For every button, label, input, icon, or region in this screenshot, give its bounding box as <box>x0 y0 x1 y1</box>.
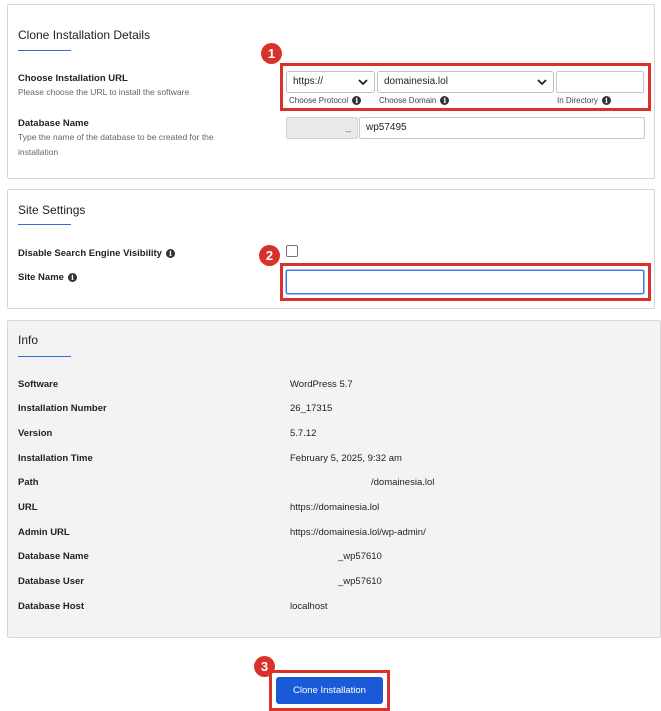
info-value-software: WordPress 5.7 <box>290 379 353 390</box>
info-value-path: /domainesia.lol <box>371 477 435 488</box>
step-badge-1: 1 <box>261 43 282 64</box>
info-label-database-user: Database User <box>18 576 85 587</box>
database-prefix: _ <box>286 117 358 139</box>
highlight-url-box <box>280 63 651 111</box>
info-label-version: Version <box>18 428 53 439</box>
step-badge-2: 2 <box>259 245 280 266</box>
info-icon: i <box>68 273 77 282</box>
info-value-url: https://domainesia.lol <box>290 502 380 513</box>
info-label-installation-time: Installation Time <box>18 453 93 464</box>
site-name-label: Site Name i <box>18 272 77 283</box>
info-value-installation-time: February 5, 2025, 9:32 am <box>290 453 402 464</box>
info-value-database-name: _wp57610 <box>338 551 382 562</box>
title-underline <box>18 224 71 225</box>
info-value-installation-number: 26_17315 <box>290 403 333 414</box>
panel-title: Info <box>18 333 39 347</box>
highlight-site-name-box <box>280 263 651 301</box>
domain-select[interactable]: domainesia.lol <box>377 71 554 93</box>
directory-hint: In Directory i <box>557 96 611 105</box>
info-panel <box>7 320 661 638</box>
protocol-select[interactable]: https:// <box>286 71 375 93</box>
info-label-software: Software <box>18 379 59 390</box>
database-name-help: Type the name of the database to be created for the installation <box>18 132 214 157</box>
info-icon: i <box>602 96 611 105</box>
info-label-database-host: Database Host <box>18 601 84 612</box>
search-visibility-checkbox[interactable] <box>286 245 298 257</box>
info-value-admin-url: https://domainesia.lol/wp-admin/ <box>290 527 426 538</box>
step-badge-3: 3 <box>254 656 275 677</box>
protocol-hint: Choose Protocol i <box>289 96 361 105</box>
installation-url-help: Please choose the URL to install the software <box>18 87 190 97</box>
info-label-installation-number: Installation Number <box>18 403 107 414</box>
panel-title: Clone Installation Details <box>18 28 151 42</box>
title-underline <box>18 50 71 51</box>
panel-title: Site Settings <box>18 203 86 217</box>
info-label-url: URL <box>18 502 38 513</box>
info-icon: i <box>166 249 175 258</box>
database-name-input[interactable]: wp57495 <box>359 117 645 139</box>
info-value-database-host: localhost <box>290 601 328 612</box>
clone-installation-button[interactable]: Clone Installation <box>276 677 383 704</box>
info-label-admin-url: Admin URL <box>18 527 70 538</box>
info-value-database-user: _wp57610 <box>338 576 382 587</box>
installation-url-label: Choose Installation URL <box>18 73 128 84</box>
info-label-path: Path <box>18 477 39 488</box>
info-icon: i <box>352 96 361 105</box>
domain-hint: Choose Domain i <box>379 96 449 105</box>
info-label-database-name: Database Name <box>18 551 89 562</box>
database-name-label: Database Name <box>18 118 89 129</box>
info-icon: i <box>440 96 449 105</box>
search-visibility-label: Disable Search Engine Visibility i <box>18 248 175 259</box>
title-underline <box>18 356 71 357</box>
highlight-clone-button-box <box>269 670 390 711</box>
info-value-version: 5.7.12 <box>290 428 317 439</box>
